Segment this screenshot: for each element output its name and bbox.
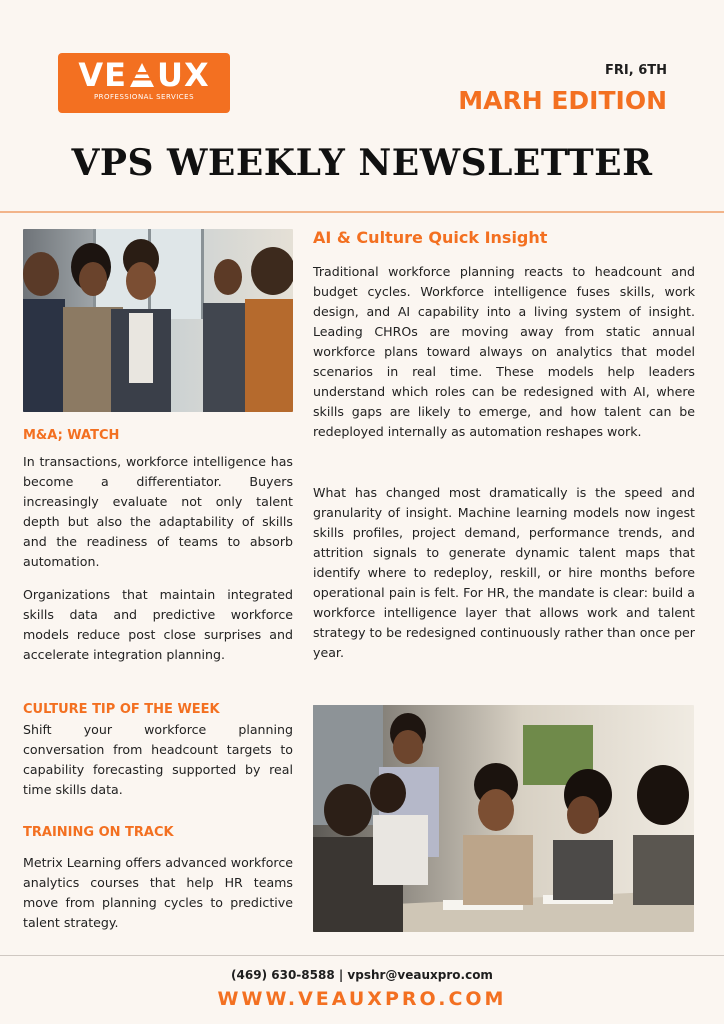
ai-paragraph-2: What has changed most dramatically is the speed and granularity of insight. Machine learning models now ingest skills profiles, project demand, performance trends, and attrition signals to generate dynamic talent maps that identify where to redeploy, reskill, or hire months before operational pain is felt. For HR, the mandate is clear: build a workforce intelligence layer that allows work and talent strategy to be redesigned continuously rather than once per year. xyxy=(313,485,695,660)
issue-date: FRI, 6TH xyxy=(605,63,667,78)
edition-label: MARH EDITION xyxy=(458,86,667,115)
logo-wordmark xyxy=(58,53,230,95)
newsletter-title: VPS WEEKLY NEWSLETTER xyxy=(71,142,653,184)
logo-text-left: VE xyxy=(78,56,127,94)
header-divider xyxy=(0,211,724,213)
footer-divider xyxy=(0,955,724,956)
culture-tip-heading: CULTURE TIP OF THE WEEK xyxy=(23,702,220,717)
team-photo-meeting xyxy=(313,705,694,932)
culture-tip-paragraph: Shift your workforce planning conversation from headcount targets to capability forecasting supported by real time skills data. xyxy=(23,722,293,797)
footer-website-link[interactable]: WWW.VEAUXPRO.COM xyxy=(217,988,507,1010)
ma-section-heading: M&A; WATCH xyxy=(23,428,120,443)
footer-contact: (469) 630-8588 | vpshr@veauxpro.com xyxy=(231,968,493,982)
team-photo-standing xyxy=(23,229,293,412)
ai-paragraph-1: Traditional workforce planning reacts to headcount and budget cycles. Workforce intelligence fuses skills, work design, and AI capability into a living system of insight. Leading CHROs are moving away from static annual workforce plans toward always on analytics that model scenarios in real time. These models help leaders understand which roles can be redesigned with AI, where skills gaps are likely to emerge, and how talent can be redeployed internally as automation reshapes work. xyxy=(313,264,695,439)
logo-triangle-icon xyxy=(129,62,155,88)
ma-paragraph-2: Organizations that maintain integrated skills data and predictive workforce models reduce post close surprises and accelerate integration planning. xyxy=(23,587,293,662)
training-heading: TRAINING ON TRACK xyxy=(23,825,174,840)
logo-text-right: UX xyxy=(156,56,210,94)
ai-section-heading: AI & Culture Quick Insight xyxy=(313,228,548,247)
training-paragraph: Metrix Learning offers advanced workforce analytics courses that help HR teams move from planning cycles to predictive talent strategy. xyxy=(23,855,293,930)
ma-paragraph-1: In transactions, workforce intelligence has become a differentiator. Buyers increasingly evaluate not only talent depth but also the adaptability of skills and the readiness of teams to absorb automation. xyxy=(23,454,293,569)
brand-logo xyxy=(58,53,230,113)
logo-tagline: PROFESSIONAL SERVICES xyxy=(93,93,195,101)
